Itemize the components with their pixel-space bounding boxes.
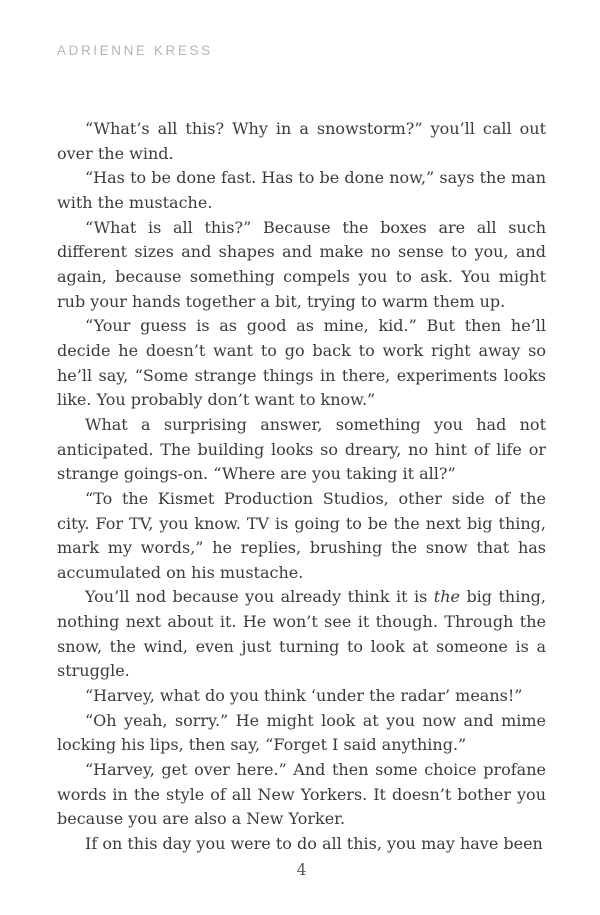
text-run: “What’s all this? Why in a snowstorm?” you’ll call out over the wind. [57,119,546,163]
paragraph [57,684,546,709]
paragraph [57,166,546,215]
paragraph [57,413,546,487]
paragraph [57,758,546,832]
paragraph [57,585,546,684]
text-run: “Has to be done fast. Has to be done now,” says the man with the mustache. [57,168,546,212]
text-run: If on this day you were to do all this, you may have been [85,834,543,854]
text-run: You’ll nod because you already think it is [85,587,434,607]
running-header-author: ADRIENNE KRESS [57,43,213,58]
text-run: big thing, nothing next about it. He won’t see it though. Through the snow, the wind, even just turning to look at someone is a struggle. [57,587,546,681]
text-run: “Your guess is as good as mine, kid.” But then he’ll decide he doesn’t want to go back to work right away so he’ll say, “Some strange things in there, experiments looks like. You probably don’t want to know.” [57,316,546,410]
paragraph [57,709,546,758]
text-run: “What is all this?” Because the boxes are all such different sizes and shapes and make no sense to you, and again, because something compels you to ask. You might rub your hands together a bit, trying to warm them up. [57,217,546,311]
page-body [57,117,546,857]
paragraph [57,117,546,166]
page-number: 4 [296,861,307,879]
text-run: What a surprising answer, something you had not anticipated. The building looks so dreary, no hint of life or strange goings-on. “Where are you taking it all?” [57,414,546,484]
paragraph [57,314,546,413]
paragraph [57,216,546,315]
paragraph [57,832,546,857]
text-run: “Harvey, get over here.” And then some choice profane words in the style of all New Yorkers. It doesn’t bother you because you are also a New Yorker. [57,760,546,829]
paragraph [57,487,546,586]
text-run: “Harvey, what do you think ‘under the radar’ means!” [85,686,523,706]
text-run: “Oh yeah, sorry.” He might look at you now and mime locking his lips, then say, “Forget I said anything.” [57,710,546,755]
text-run: “To the Kismet Production Studios, other side of the city. For TV, you know. TV is going to be the next big thing, mark my words,” he replies, brushing the snow that has accumulated on his mustache. [57,488,546,582]
italic-text-run: the [433,587,460,607]
